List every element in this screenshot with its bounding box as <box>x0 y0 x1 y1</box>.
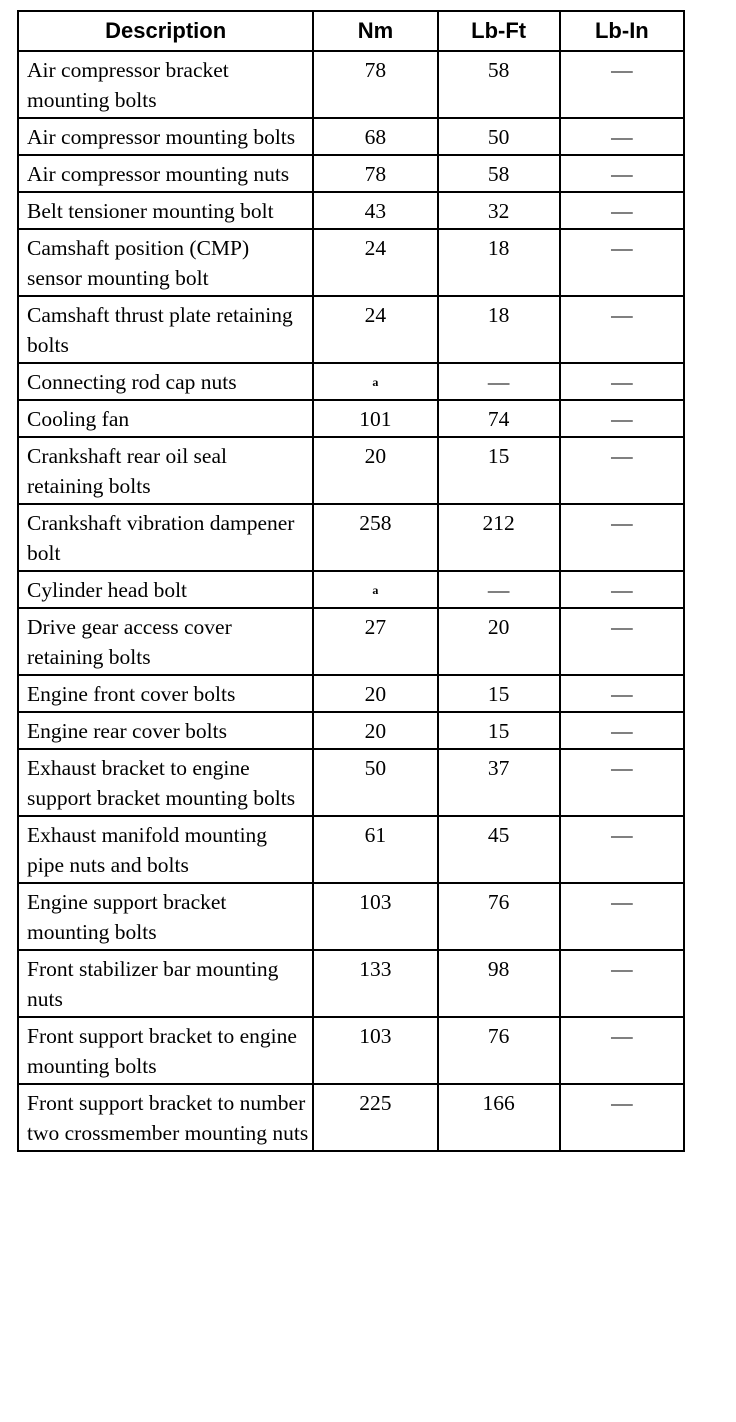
description-cell: Cooling fan <box>18 400 313 437</box>
nm-cell: 24 <box>313 296 437 363</box>
nm-cell: 101 <box>313 400 437 437</box>
nm-cell: a <box>313 363 437 400</box>
table-row <box>18 155 684 192</box>
lb-in-cell: — <box>560 950 684 1017</box>
lb-in-cell: — <box>560 229 684 296</box>
nm-cell: 225 <box>313 1084 437 1151</box>
lb-in-cell: — <box>560 675 684 712</box>
table-row <box>18 363 684 400</box>
lb-in-cell: — <box>560 504 684 571</box>
description-cell: Air compressor bracket mounting bolts <box>18 51 313 118</box>
lb-in-cell: — <box>560 883 684 950</box>
lb-in-cell: — <box>560 1017 684 1084</box>
description-cell: Engine rear cover bolts <box>18 712 313 749</box>
lb-in-cell: — <box>560 51 684 118</box>
lb-in-cell: — <box>560 400 684 437</box>
description-cell: Front support bracket to number two crossmember mounting nuts <box>18 1084 313 1151</box>
nm-cell: 61 <box>313 816 437 883</box>
description-cell: Exhaust bracket to engine support bracket mounting bolts <box>18 749 313 816</box>
lb-ft-cell: 15 <box>438 437 560 504</box>
table-row <box>18 1017 684 1084</box>
lb-in-cell: — <box>560 749 684 816</box>
lb-in-cell: — <box>560 608 684 675</box>
description-cell: Crankshaft rear oil seal retaining bolts <box>18 437 313 504</box>
nm-cell: 133 <box>313 950 437 1017</box>
lb-ft-cell: 166 <box>438 1084 560 1151</box>
table-row <box>18 296 684 363</box>
nm-cell: 20 <box>313 675 437 712</box>
table-row <box>18 883 684 950</box>
nm-cell: 103 <box>313 1017 437 1084</box>
lb-ft-cell: 18 <box>438 229 560 296</box>
table-row <box>18 400 684 437</box>
table-row <box>18 51 684 118</box>
table-row <box>18 504 684 571</box>
nm-cell: 78 <box>313 155 437 192</box>
torque-spec-table <box>17 10 685 1152</box>
lb-ft-cell: — <box>438 571 560 608</box>
lb-in-cell: — <box>560 118 684 155</box>
table-row <box>18 571 684 608</box>
lb-in-cell: — <box>560 1084 684 1151</box>
lb-in-cell: — <box>560 363 684 400</box>
table-row <box>18 749 684 816</box>
table-row <box>18 608 684 675</box>
description-cell: Front stabilizer bar mounting nuts <box>18 950 313 1017</box>
lb-ft-cell: 32 <box>438 192 560 229</box>
table-row <box>18 118 684 155</box>
nm-cell: 68 <box>313 118 437 155</box>
lb-ft-cell: 76 <box>438 1017 560 1084</box>
lb-ft-cell: 15 <box>438 712 560 749</box>
lb-in-cell: — <box>560 296 684 363</box>
description-cell: Engine front cover bolts <box>18 675 313 712</box>
nm-cell: 103 <box>313 883 437 950</box>
lb-ft-cell: 15 <box>438 675 560 712</box>
description-cell: Air compressor mounting nuts <box>18 155 313 192</box>
lb-ft-cell: 45 <box>438 816 560 883</box>
nm-cell: 27 <box>313 608 437 675</box>
description-cell: Connecting rod cap nuts <box>18 363 313 400</box>
lb-ft-cell: 58 <box>438 155 560 192</box>
lb-ft-cell: 58 <box>438 51 560 118</box>
lb-in-cell: — <box>560 712 684 749</box>
nm-cell: 20 <box>313 712 437 749</box>
description-cell: Air compressor mounting bolts <box>18 118 313 155</box>
nm-cell: 20 <box>313 437 437 504</box>
column-header-lb-ft: Lb-Ft <box>438 11 560 51</box>
table-row <box>18 437 684 504</box>
lb-in-cell: — <box>560 437 684 504</box>
description-cell: Exhaust manifold mounting pipe nuts and bolts <box>18 816 313 883</box>
lb-ft-cell: 20 <box>438 608 560 675</box>
description-cell: Crankshaft vibration dampener bolt <box>18 504 313 571</box>
lb-in-cell: — <box>560 571 684 608</box>
description-cell: Belt tensioner mounting bolt <box>18 192 313 229</box>
nm-cell: 258 <box>313 504 437 571</box>
nm-cell: 43 <box>313 192 437 229</box>
lb-ft-cell: — <box>438 363 560 400</box>
table-row <box>18 712 684 749</box>
lb-ft-cell: 98 <box>438 950 560 1017</box>
lb-in-cell: — <box>560 816 684 883</box>
table-body <box>18 51 684 1151</box>
lb-ft-cell: 50 <box>438 118 560 155</box>
nm-cell: a <box>313 571 437 608</box>
table-row <box>18 1084 684 1151</box>
lb-ft-cell: 74 <box>438 400 560 437</box>
description-cell: Drive gear access cover retaining bolts <box>18 608 313 675</box>
lb-in-cell: — <box>560 155 684 192</box>
column-header-lb-in: Lb-In <box>560 11 684 51</box>
nm-cell: 24 <box>313 229 437 296</box>
description-cell: Front support bracket to engine mounting bolts <box>18 1017 313 1084</box>
table-row <box>18 192 684 229</box>
table-row <box>18 229 684 296</box>
description-cell: Camshaft thrust plate retaining bolts <box>18 296 313 363</box>
description-cell: Camshaft position (CMP) sensor mounting bolt <box>18 229 313 296</box>
lb-in-cell: — <box>560 192 684 229</box>
lb-ft-cell: 37 <box>438 749 560 816</box>
lb-ft-cell: 18 <box>438 296 560 363</box>
nm-cell: 50 <box>313 749 437 816</box>
table-header-row <box>18 11 684 51</box>
column-header-nm: Nm <box>313 11 437 51</box>
description-cell: Cylinder head bolt <box>18 571 313 608</box>
description-cell: Engine support bracket mounting bolts <box>18 883 313 950</box>
table-row <box>18 675 684 712</box>
table-row <box>18 950 684 1017</box>
lb-ft-cell: 76 <box>438 883 560 950</box>
nm-cell: 78 <box>313 51 437 118</box>
table-row <box>18 816 684 883</box>
column-header-description: Description <box>18 11 313 51</box>
lb-ft-cell: 212 <box>438 504 560 571</box>
